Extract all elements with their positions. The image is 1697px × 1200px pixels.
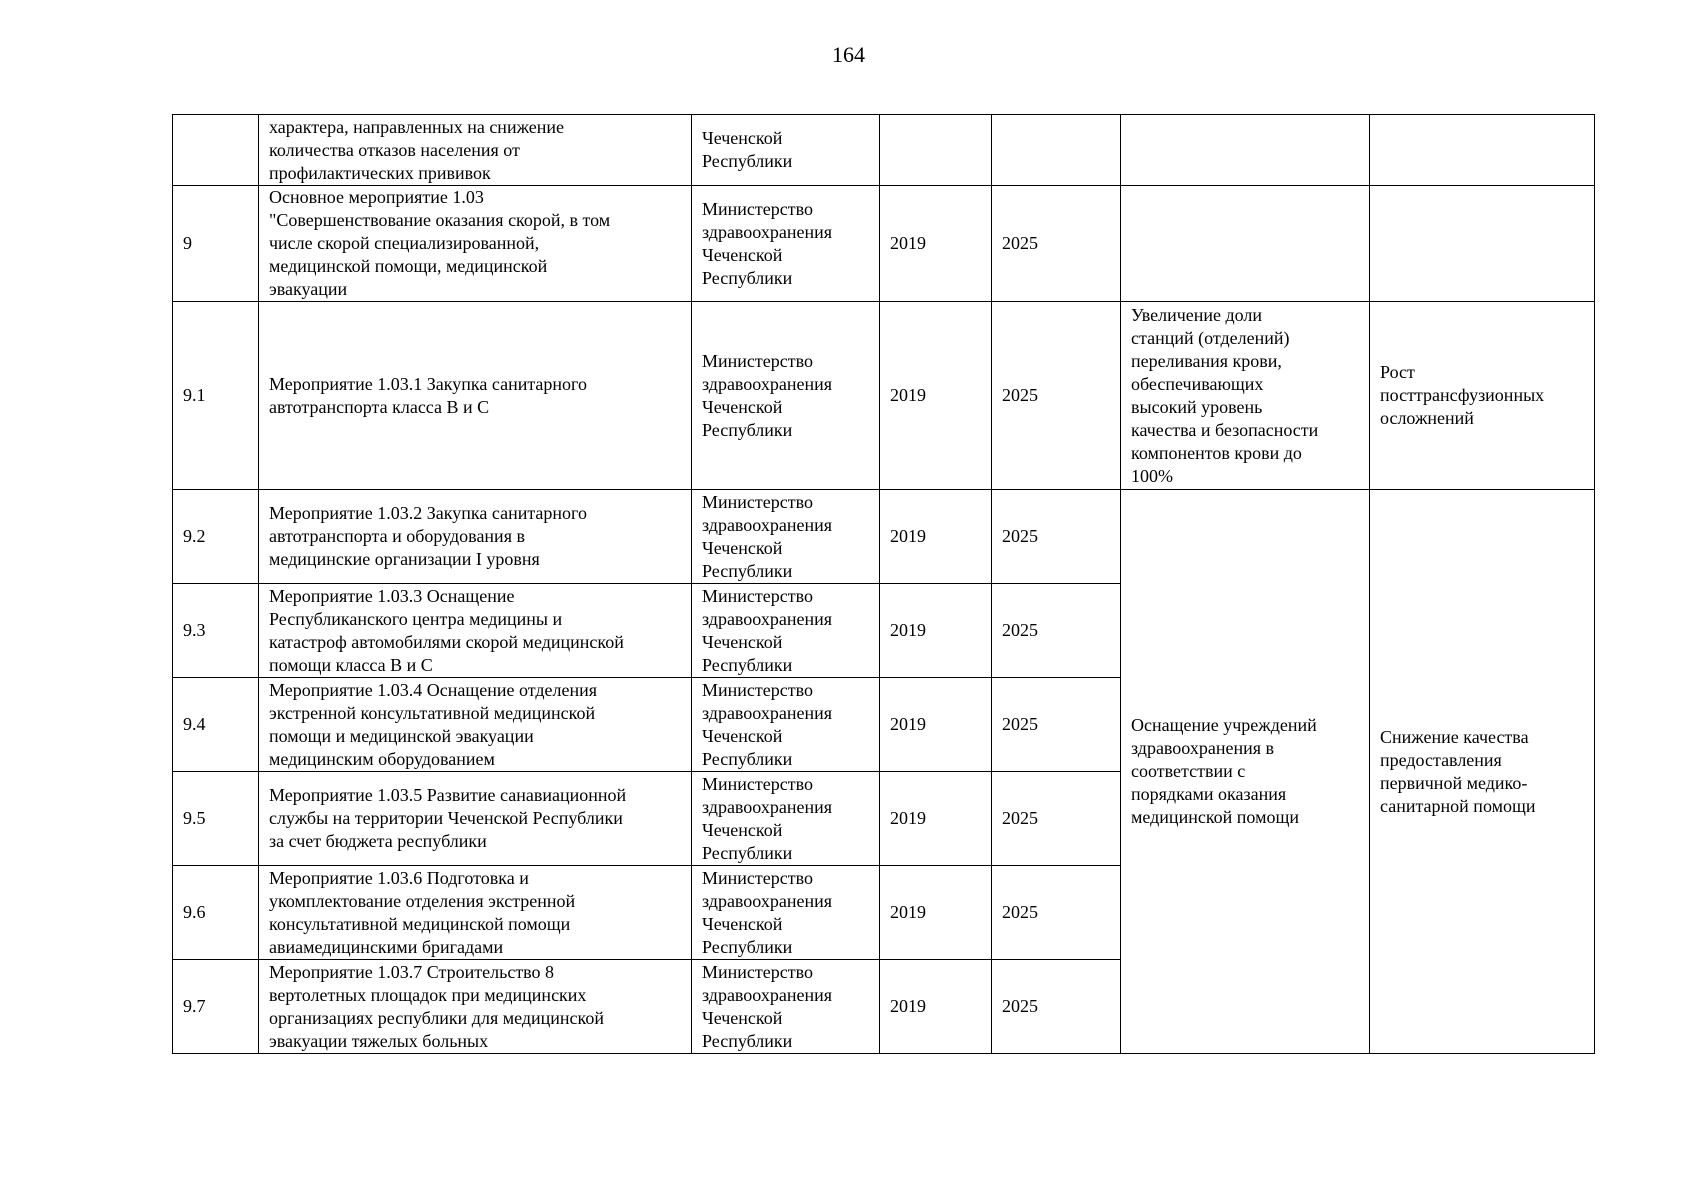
start-year-cell: 2019 — [880, 866, 992, 960]
executor-cell: Министерство здравоохранения Чеченской Республики — [692, 678, 880, 772]
row-number: 9.4 — [173, 678, 259, 772]
end-year-cell: 2025 — [992, 678, 1121, 772]
row-number: 9 — [173, 186, 259, 302]
row-number: 9.7 — [173, 960, 259, 1054]
event-cell: Мероприятие 1.03.1 Закупка санитарного автотранспорта класса В и С — [259, 302, 692, 490]
end-year-cell: 2025 — [992, 772, 1121, 866]
table-row — [173, 186, 1595, 302]
end-year-cell: 2025 — [992, 186, 1121, 302]
event-cell: Мероприятие 1.03.5 Развитие санавиационной службы на территории Чеченской Республики за счет бюджета республики — [259, 772, 692, 866]
result-cell — [1121, 186, 1370, 302]
table-row — [173, 115, 1595, 186]
end-year-cell: 2025 — [992, 490, 1121, 584]
event-cell: Мероприятие 1.03.3 Оснащение Республиканского центра медицины и катастроф автомобилями скорой медицинской помощи класса В и С — [259, 584, 692, 678]
merged-consequence-cell: Снижение качества предоставления первичной медико- санитарной помощи — [1370, 490, 1595, 1054]
program-table — [172, 114, 1595, 1054]
result-cell — [1121, 115, 1370, 186]
result-cell: Увеличение доли станций (отделений) переливания крови, обеспечивающих высокий уровень качества и безопасности компонентов крови до 100% — [1121, 302, 1370, 490]
executor-cell: Министерство здравоохранения Чеченской Республики — [692, 490, 880, 584]
consequence-cell — [1370, 186, 1595, 302]
page-number: 164 — [832, 42, 865, 67]
executor-cell: Министерство здравоохранения Чеченской Республики — [692, 584, 880, 678]
executor-cell: Министерство здравоохранения Чеченской Республики — [692, 302, 880, 490]
executor-cell: Министерство здравоохранения Чеченской Республики — [692, 772, 880, 866]
executor-cell: Чеченской Республики — [692, 115, 880, 186]
end-year-cell: 2025 — [992, 302, 1121, 490]
end-year-cell: 2025 — [992, 584, 1121, 678]
consequence-cell — [1370, 115, 1595, 186]
end-year-cell — [992, 115, 1121, 186]
end-year-cell: 2025 — [992, 866, 1121, 960]
event-cell: Мероприятие 1.03.4 Оснащение отделения экстренной консультативной медицинской помощи и медицинской эвакуации медицинским оборудованием — [259, 678, 692, 772]
row-number: 9.3 — [173, 584, 259, 678]
start-year-cell: 2019 — [880, 584, 992, 678]
row-number: 9.6 — [173, 866, 259, 960]
event-cell: Мероприятие 1.03.7 Строительство 8 вертолетных площадок при медицинских организациях республики для медицинской эвакуации тяжелых больных — [259, 960, 692, 1054]
start-year-cell: 2019 — [880, 678, 992, 772]
executor-cell: Министерство здравоохранения Чеченской Республики — [692, 866, 880, 960]
event-cell: Мероприятие 1.03.2 Закупка санитарного автотранспорта и оборудования в медицинские организации I уровня — [259, 490, 692, 584]
table-row — [173, 302, 1595, 490]
end-year-cell: 2025 — [992, 960, 1121, 1054]
event-cell: Основное мероприятие 1.03 "Совершенствование оказания скорой, в том числе скорой специализированной, медицинской помощи, медицинской эвакуации — [259, 186, 692, 302]
row-number: 9.2 — [173, 490, 259, 584]
row-number: 9.5 — [173, 772, 259, 866]
table-row — [173, 490, 1595, 584]
start-year-cell: 2019 — [880, 772, 992, 866]
start-year-cell: 2019 — [880, 186, 992, 302]
row-number: 9.1 — [173, 302, 259, 490]
event-cell: Мероприятие 1.03.6 Подготовка и укомплектование отделения экстренной консультативной медицинской помощи авиамедицинскими бригадами — [259, 866, 692, 960]
executor-cell: Министерство здравоохранения Чеченской Республики — [692, 186, 880, 302]
merged-result-cell: Оснащение учреждений здравоохранения в соответствии с порядками оказания медицинской помощи — [1121, 490, 1370, 1054]
start-year-cell: 2019 — [880, 302, 992, 490]
event-cell: характера, направленных на снижение количества отказов населения от профилактических прививок — [259, 115, 692, 186]
row-number — [173, 115, 259, 186]
start-year-cell — [880, 115, 992, 186]
start-year-cell: 2019 — [880, 490, 992, 584]
start-year-cell: 2019 — [880, 960, 992, 1054]
consequence-cell: Рост посттрансфузионных осложнений — [1370, 302, 1595, 490]
executor-cell: Министерство здравоохранения Чеченской Республики — [692, 960, 880, 1054]
